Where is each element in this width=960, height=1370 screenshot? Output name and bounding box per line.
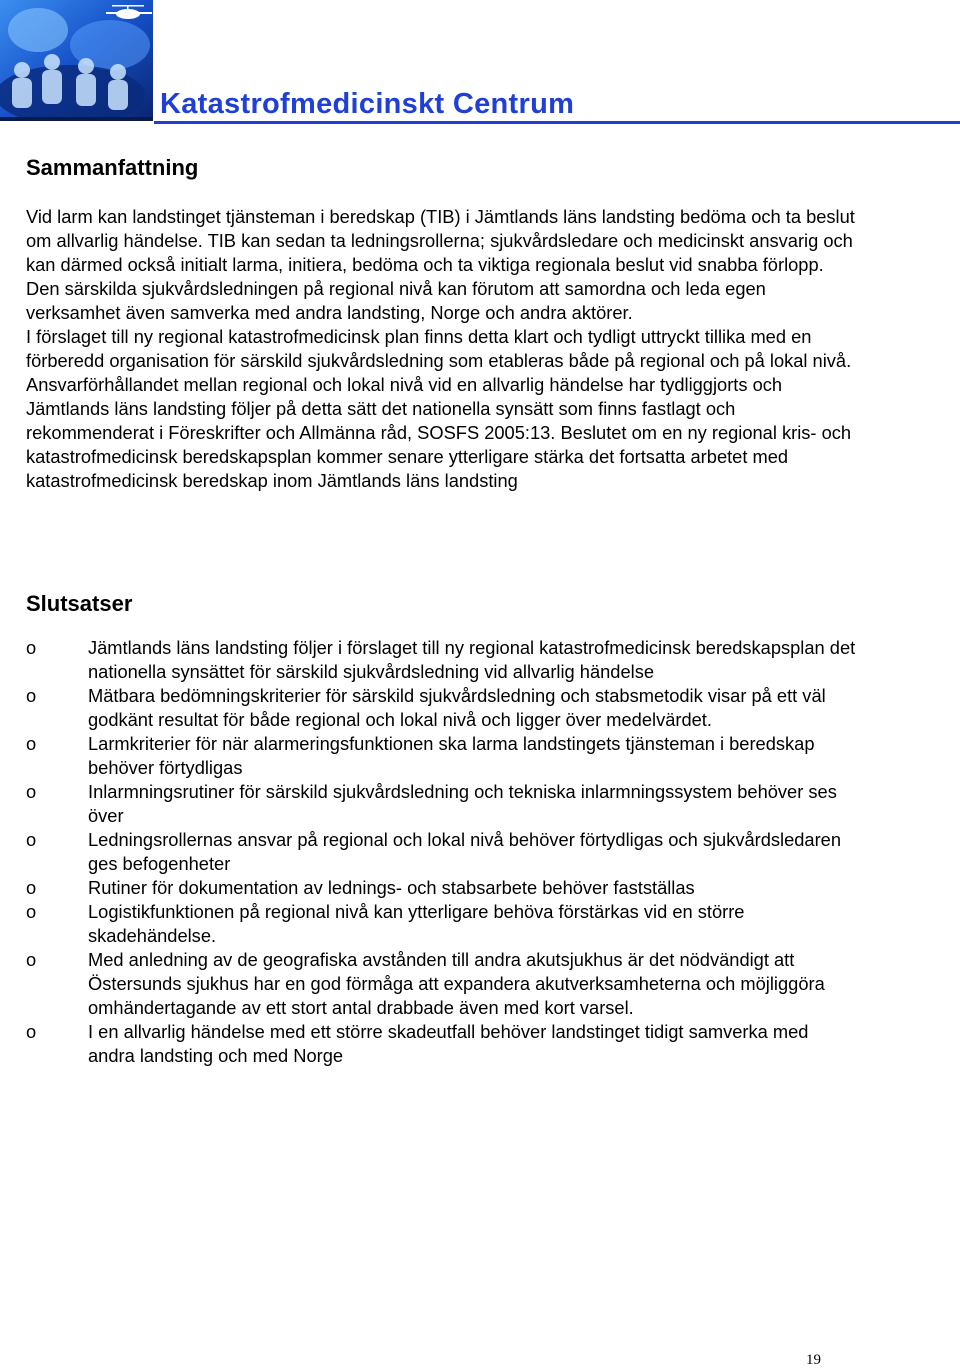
section-heading-conclusions: Slutsatser xyxy=(26,591,133,616)
list-item xyxy=(26,876,856,900)
bullet-marker: o xyxy=(26,781,37,802)
list-item xyxy=(26,684,856,732)
list-item-text: Med anledning av de geografiska avstånden till andra akutsjukhus är det nödvändigt att Östersunds sjukhus har en god förmåga att expandera akutverksamheterna och möjliggöra omhändertagande av ett stort antal drabbade även med kort varsel. xyxy=(88,949,825,1018)
summary-paragraph xyxy=(26,205,856,493)
bullet-marker: o xyxy=(26,901,37,922)
summary-text-2: I förslaget till ny regional katastrofmedicinsk plan finns detta klart och tydligt uttryckt tillika med en förberedd organisation för särskild sjukvårdsledning som etableras både på regional och på lokal nivå. Ansvarförhållandet mellan regional och lokal nivå vid en allvarlig händelse har tydliggjorts och Jämtlands läns landsting följer på detta sätt det nationella synsätt som finns fastlagt och rekommenderat i Föreskrifter och Allmänna råd, SOSFS 2005:13. Beslutet om en ny regional kris- och katastrofmedicinsk beredskapsplan kommer senare ytterligare stärka det fortsatta arbetet med katastrofmedicinsk beredskap inom Jämtlands läns landsting xyxy=(26,326,852,491)
section-heading-summary: Sammanfattning xyxy=(26,155,199,180)
list-item xyxy=(26,1020,856,1068)
bullet-marker: o xyxy=(26,733,37,754)
list-item-text: I en allvarlig händelse med ett större skadeutfall behöver landstinget tidigt samverka med andra landsting och med Norge xyxy=(88,1021,809,1066)
list-item xyxy=(26,828,856,876)
bullet-marker: o xyxy=(26,1021,37,1042)
list-item-text: Ledningsrollernas ansvar på regional och lokal nivå behöver förtydligas och sjukvårdsledaren ges befogenheter xyxy=(88,829,842,874)
list-item xyxy=(26,780,856,828)
header-divider xyxy=(154,121,960,124)
list-item xyxy=(26,636,856,684)
bullet-marker: o xyxy=(26,829,37,850)
list-item xyxy=(26,948,856,1020)
list-item-text: Rutiner för dokumentation av lednings- och stabsarbete behöver fastställas xyxy=(88,877,695,898)
bullet-marker: o xyxy=(26,637,37,658)
header-title: Katastrofmedicinskt Centrum xyxy=(160,88,575,120)
list-item-text: Larmkriterier för när alarmeringsfunktionen ska larma landstingets tjänsteman i beredskap behöver förtydligas xyxy=(88,733,815,778)
list-item xyxy=(26,900,856,948)
page-number: 19 xyxy=(806,1352,821,1368)
list-item-text: Jämtlands läns landsting följer i förslaget till ny regional katastrofmedicinsk beredskapsplan det nationella synsättet för särskild sjukvårdsledning vid allvarlig händelse xyxy=(88,637,856,682)
list-item xyxy=(26,732,856,780)
logo xyxy=(0,0,153,121)
bullet-marker: o xyxy=(26,685,37,706)
bullet-marker: o xyxy=(26,877,37,898)
summary-text-1: Vid larm kan landstinget tjänsteman i beredskap (TIB) i Jämtlands läns landsting bedöma och ta beslut om allvarlig händelse. TIB kan sedan ta ledningsrollerna; sjukvårdsledare och medicinskt ansvarig och kan därmed också initialt larma, initiera, bedöma och ta viktiga regionala beslut vid snabba förlopp. Den särskilda sjukvårdsledningen på regional nivå kan förutom att samordna och leda egen verksamhet även samverka med andra landsting, Norge och andra aktörer. xyxy=(26,206,855,323)
list-item-text: Inlarmningsrutiner för särskild sjukvårdsledning och tekniska inlarmningssystem behöver ses över xyxy=(88,781,837,826)
list-item-text: Logistikfunktionen på regional nivå kan ytterligare behöva förstärkas vid en större skadehändelse. xyxy=(88,901,745,946)
bullet-marker: o xyxy=(26,949,37,970)
conclusions-list xyxy=(26,636,856,1068)
list-item-text: Mätbara bedömningskriterier för särskild sjukvårdsledning och stabsmetodik visar på ett väl godkänt resultat för både regional och lokal nivå och ligger över medelvärdet. xyxy=(88,685,826,730)
medical-staff-helicopter-icon xyxy=(0,0,153,121)
